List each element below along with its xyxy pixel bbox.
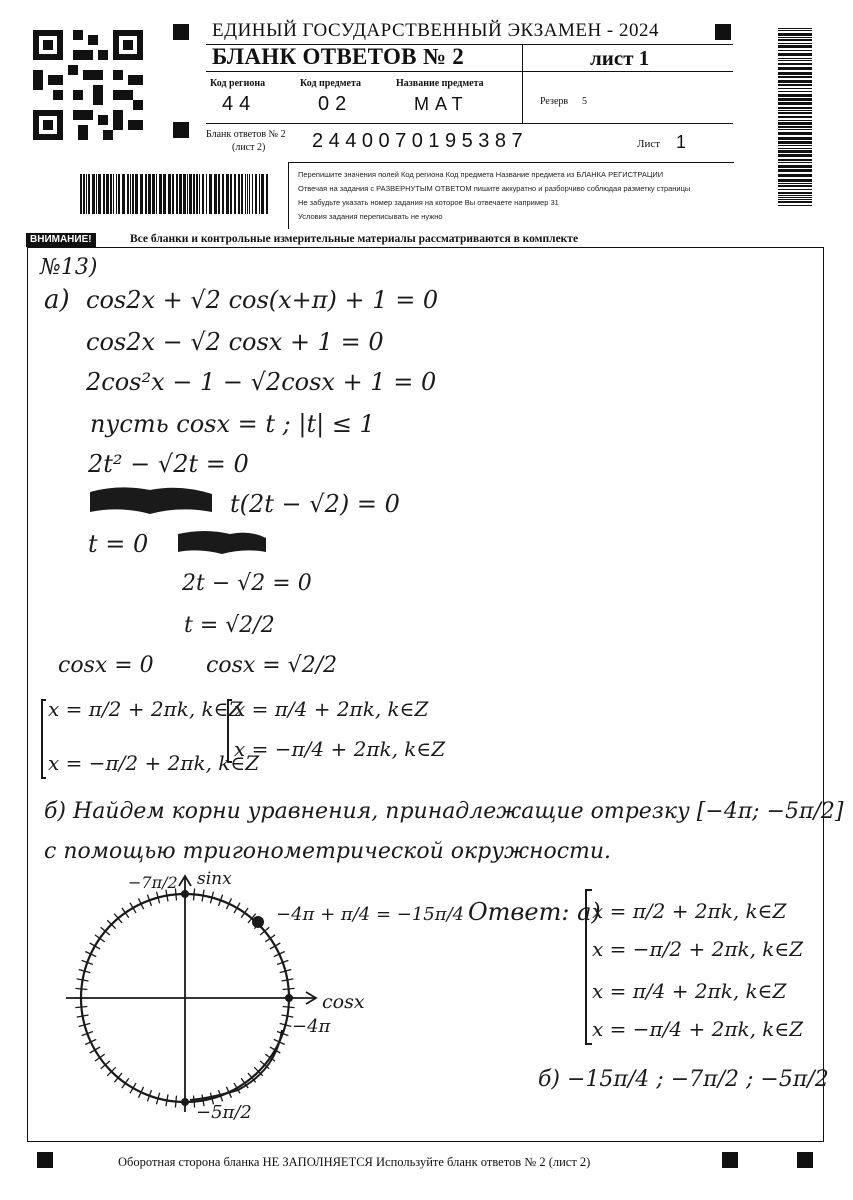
warning-badge: ВНИМАНИЕ! bbox=[26, 233, 96, 247]
blank-sublabel: (лист 2) bbox=[232, 142, 266, 153]
circle-tick bbox=[175, 1096, 176, 1108]
subject-name-label: Название предмета bbox=[396, 78, 484, 89]
reserve-value: 5 bbox=[582, 96, 587, 107]
final-answer-b: б) −15π/4 ; −7π/2 ; −5π/2 bbox=[538, 1067, 829, 1092]
part-a-label: а) bbox=[44, 285, 70, 315]
point-marker bbox=[252, 916, 264, 928]
reserve-label: Резерв bbox=[540, 96, 569, 107]
subject-name: МАТ bbox=[414, 94, 469, 114]
blank-label: Бланк ответов № 2 bbox=[206, 129, 286, 140]
circle-label-sin: sinx bbox=[197, 869, 232, 889]
circle-label-bottom: −5π/2 bbox=[196, 1102, 252, 1123]
solution-line: 2t² − √2t = 0 bbox=[88, 450, 249, 478]
circle-tick bbox=[283, 1007, 295, 1008]
point-marker bbox=[285, 994, 293, 1002]
part-b-line: с помощью тригонометрической окружности. bbox=[44, 839, 612, 864]
point-note: −4π + π/4 = −15π/4 bbox=[276, 904, 465, 925]
instruction-line: Не забудьте указать номер задания на которое Вы отвечаете например 31 bbox=[298, 198, 559, 207]
list-label: Лист bbox=[637, 138, 661, 150]
instruction-line: Условия задания переписывать не нужно bbox=[298, 212, 443, 221]
exam-title: ЕДИНЫЙ ГОСУДАРСТВЕННЫЙ ЭКЗАМЕН - 2024 bbox=[212, 20, 659, 41]
crossed-out-scribble bbox=[178, 531, 266, 554]
circle-tick bbox=[95, 935, 105, 942]
circle-tick bbox=[194, 888, 195, 900]
subject-code: 02 bbox=[318, 93, 353, 115]
region-code: 44 bbox=[222, 93, 257, 115]
final-answer-line: x = π/2 + 2πk, k∈Z bbox=[592, 899, 787, 923]
circle-tick bbox=[75, 1007, 87, 1008]
part-b-line: б) Найдем корни уравнения, принадлежащие отрезку [−4π; −5π/2] bbox=[44, 799, 844, 824]
solution-line: cos2x − √2 cosx + 1 = 0 bbox=[86, 328, 384, 356]
circle-tick bbox=[194, 1096, 195, 1108]
point-marker bbox=[181, 890, 189, 898]
final-answer-line: x = π/4 + 2πk, k∈Z bbox=[592, 979, 787, 1003]
task-number: №13) bbox=[40, 255, 98, 280]
form-title: БЛАНК ОТВЕТОВ № 2 bbox=[212, 44, 465, 69]
circle-tick bbox=[122, 1078, 129, 1088]
series-line: x = π/2 + 2πk, k∈Z bbox=[48, 697, 243, 721]
instruction-line: Перепишите значения полей Код региона Код предмета Название предмета из БЛАНКА РЕГИСТРАЦИИ bbox=[298, 170, 664, 179]
circle-tick bbox=[95, 1054, 105, 1061]
blank-number: 2440070195387 bbox=[312, 130, 529, 152]
solution-line: t = √2/2 bbox=[184, 613, 275, 638]
circle-tick bbox=[122, 908, 129, 918]
series-line: x = π/4 + 2πk, k∈Z bbox=[234, 697, 429, 721]
final-answer-line: x = −π/2 + 2πk, k∈Z bbox=[592, 937, 804, 961]
circle-label-top: −7π/2 bbox=[128, 873, 178, 892]
subject-code-label: Код предмета bbox=[300, 78, 361, 89]
list-value: 1 bbox=[676, 132, 687, 152]
circle-tick bbox=[265, 935, 275, 942]
system-bracket bbox=[42, 700, 46, 778]
solution-line: t(2t − √2) = 0 bbox=[230, 490, 400, 518]
solution-line: 2cos²x − 1 − √2cosx + 1 = 0 bbox=[86, 368, 437, 396]
point-marker bbox=[181, 1098, 189, 1106]
sheet-label: лист 1 bbox=[590, 46, 650, 70]
solution-line: t = 0 bbox=[88, 530, 149, 558]
solution-line: 2t − √2 = 0 bbox=[182, 571, 312, 596]
footer-note: Оборотная сторона бланка НЕ ЗАПОЛНЯЕТСЯ Используйте бланк ответов № 2 (лист 2) bbox=[118, 1155, 591, 1169]
solution-line: cos2x + √2 cos(x+π) + 1 = 0 bbox=[86, 286, 439, 314]
series-line: x = −π/2 + 2πk, k∈Z bbox=[48, 751, 260, 775]
final-answer-label: Ответ: а) bbox=[468, 898, 601, 926]
circle-tick bbox=[283, 988, 295, 989]
solution-line: cosx = 0 bbox=[58, 653, 154, 678]
crossed-out-scribble bbox=[90, 487, 212, 514]
series-line: x = −π/4 + 2πk, k∈Z bbox=[234, 737, 446, 761]
warning-text: Все бланки и контрольные измерительные материалы рассматриваются в комплекте bbox=[130, 233, 579, 245]
solution-line: cosx = √2/2 bbox=[206, 653, 338, 678]
circle-tick bbox=[75, 988, 87, 989]
circle-label-right: −4π bbox=[292, 1016, 331, 1037]
final-answer-line: x = −π/4 + 2πk, k∈Z bbox=[592, 1017, 804, 1041]
circle-tick bbox=[241, 908, 248, 918]
solution-line: пусть cosx = t ; |t| ≤ 1 bbox=[90, 410, 375, 438]
region-code-label: Код региона bbox=[210, 78, 266, 89]
instruction-line: Отвечая на задания с РАЗВЕРНУТЫМ ОТВЕТОМ пишите аккуратно и разборчиво соблюдая разметку страницы bbox=[298, 184, 691, 193]
circle-label-cos: cosx bbox=[322, 991, 365, 1013]
